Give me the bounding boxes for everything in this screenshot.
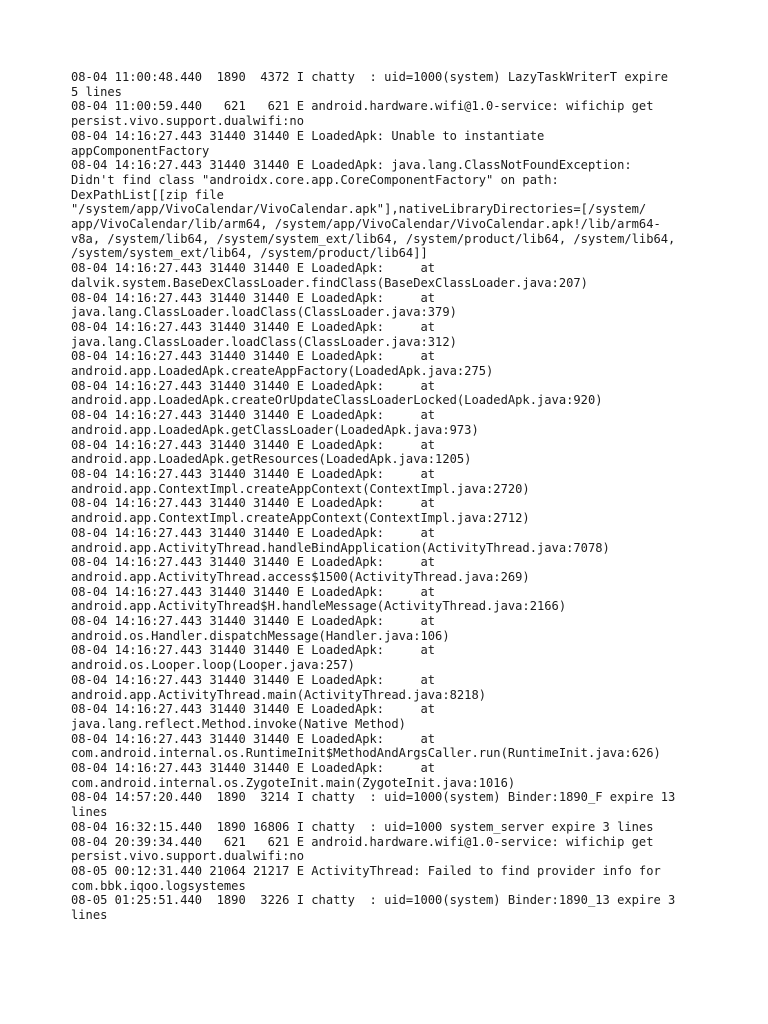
log-line: 08-04 14:16:27.443 31440 31440 E LoadedApk: at bbox=[71, 731, 436, 746]
log-line: java.lang.reflect.Method.invoke(Native Method) bbox=[71, 716, 406, 731]
log-line: 08-04 14:16:27.443 31440 31440 E LoadedApk: Unable to instantiate bbox=[71, 128, 545, 143]
log-line: 5 lines bbox=[71, 84, 122, 99]
log-line: 08-04 11:00:48.440 1890 4372 I chatty : uid=1000(system) LazyTaskWriterT expire bbox=[71, 70, 669, 84]
log-line: android.app.LoadedApk.createAppFactory(LoadedApk.java:275) bbox=[71, 364, 494, 379]
log-line: lines bbox=[71, 805, 108, 820]
log-line: 08-04 14:16:27.443 31440 31440 E LoadedApk: at bbox=[71, 584, 436, 599]
log-line: 08-05 00:12:31.440 21064 21217 E ActivityThread: Failed to find provider info for bbox=[71, 863, 661, 878]
log-line: java.lang.ClassLoader.loadClass(ClassLoader.java:312) bbox=[71, 334, 457, 349]
log-line: lines bbox=[71, 908, 108, 923]
log-line: android.app.ContextImpl.createAppContext(ContextImpl.java:2720) bbox=[71, 481, 530, 496]
log-line: java.lang.ClassLoader.loadClass(ClassLoader.java:379) bbox=[71, 305, 457, 320]
log-line: android.os.Looper.loop(Looper.java:257) bbox=[71, 658, 355, 673]
log-line: 08-04 20:39:34.440 621 621 E android.hardware.wifi@1.0-service: wifichip get bbox=[71, 834, 654, 849]
log-line: 08-04 14:16:27.443 31440 31440 E LoadedApk: at bbox=[71, 555, 436, 570]
log-line: 08-04 14:16:27.443 31440 31440 E LoadedApk: at bbox=[71, 761, 436, 776]
log-line: android.app.LoadedApk.getResources(LoadedApk.java:1205) bbox=[71, 452, 472, 467]
log-line: 08-04 16:32:15.440 1890 16806 I chatty : uid=1000 system_server expire 3 lines bbox=[71, 819, 654, 834]
log-line: 08-05 01:25:51.440 1890 3226 I chatty : uid=1000(system) Binder:1890_13 expire 3 bbox=[71, 893, 676, 908]
log-line: android.os.Handler.dispatchMessage(Handler.java:106) bbox=[71, 628, 450, 643]
log-line: persist.vivo.support.dualwifi:no bbox=[71, 114, 304, 129]
log-line: 08-04 14:16:27.443 31440 31440 E LoadedApk: at bbox=[71, 437, 436, 452]
log-line: persist.vivo.support.dualwifi:no bbox=[71, 849, 304, 864]
log-line: android.app.ActivityThread.access$1500(ActivityThread.java:269) bbox=[71, 569, 530, 584]
log-line: v8a, /system/lib64, /system/system_ext/lib64, /system/product/lib64, /system/lib64, bbox=[71, 231, 676, 246]
log-line: com.android.internal.os.RuntimeInit$MethodAndArgsCaller.run(RuntimeInit.java:626) bbox=[71, 746, 661, 761]
log-line: 08-04 14:16:27.443 31440 31440 E LoadedApk: at bbox=[71, 702, 436, 717]
log-line: 08-04 14:16:27.443 31440 31440 E LoadedApk: at bbox=[71, 261, 436, 276]
log-line: 08-04 14:16:27.443 31440 31440 E LoadedApk: at bbox=[71, 319, 436, 334]
log-line: 08-04 14:16:27.443 31440 31440 E LoadedApk: at bbox=[71, 290, 436, 305]
log-line: 08-04 14:16:27.443 31440 31440 E LoadedApk: at bbox=[71, 408, 436, 423]
log-document bbox=[71, 70, 711, 923]
log-line: android.app.ContextImpl.createAppContext(ContextImpl.java:2712) bbox=[71, 511, 530, 526]
log-line: android.app.ActivityThread$H.handleMessage(ActivityThread.java:2166) bbox=[71, 599, 567, 614]
log-line: 08-04 14:16:27.443 31440 31440 E LoadedApk: at bbox=[71, 672, 436, 687]
log-line: 08-04 14:16:27.443 31440 31440 E LoadedApk: at bbox=[71, 643, 436, 658]
log-line: Didn't find class "androidx.core.app.CoreComponentFactory" on path: bbox=[71, 172, 559, 187]
log-line: 08-04 14:16:27.443 31440 31440 E LoadedApk: at bbox=[71, 349, 436, 364]
log-line: dalvik.system.BaseDexClassLoader.findClass(BaseDexClassLoader.java:207) bbox=[71, 275, 588, 290]
log-line: com.android.internal.os.ZygoteInit.main(ZygoteInit.java:1016) bbox=[71, 775, 516, 790]
log-line: 08-04 14:16:27.443 31440 31440 E LoadedApk: at bbox=[71, 378, 436, 393]
log-line: 08-04 11:00:59.440 621 621 E android.hardware.wifi@1.0-service: wifichip get bbox=[71, 99, 654, 114]
log-line: 08-04 14:57:20.440 1890 3214 I chatty : uid=1000(system) Binder:1890_F expire 13 bbox=[71, 790, 676, 805]
log-line: DexPathList[[zip file bbox=[71, 187, 224, 202]
log-line: appComponentFactory bbox=[71, 143, 210, 158]
log-line: 08-04 14:16:27.443 31440 31440 E LoadedApk: java.lang.ClassNotFoundException: bbox=[71, 158, 632, 173]
log-line: /system/system_ext/lib64, /system/product/lib64]] bbox=[71, 246, 428, 261]
log-line: android.app.ActivityThread.main(ActivityThread.java:8218) bbox=[71, 687, 487, 702]
log-line: com.bbk.iqoo.logsystemes bbox=[71, 878, 246, 893]
log-line: app/VivoCalendar/lib/arm64, /system/app/VivoCalendar/VivoCalendar.apk!/lib/arm64- bbox=[71, 217, 661, 232]
log-line: 08-04 14:16:27.443 31440 31440 E LoadedApk: at bbox=[71, 496, 436, 511]
log-line: 08-04 14:16:27.443 31440 31440 E LoadedApk: at bbox=[71, 466, 436, 481]
log-line: android.app.LoadedApk.createOrUpdateClassLoaderLocked(LoadedApk.java:920) bbox=[71, 393, 603, 408]
log-line: android.app.ActivityThread.handleBindApplication(ActivityThread.java:7078) bbox=[71, 540, 610, 555]
log-line: "/system/app/VivoCalendar/VivoCalendar.apk"],nativeLibraryDirectories=[/system/ bbox=[71, 202, 647, 217]
log-text-block bbox=[71, 70, 711, 923]
log-line: android.app.LoadedApk.getClassLoader(LoadedApk.java:973) bbox=[71, 422, 479, 437]
log-line: 08-04 14:16:27.443 31440 31440 E LoadedApk: at bbox=[71, 525, 436, 540]
log-line: 08-04 14:16:27.443 31440 31440 E LoadedApk: at bbox=[71, 614, 436, 629]
